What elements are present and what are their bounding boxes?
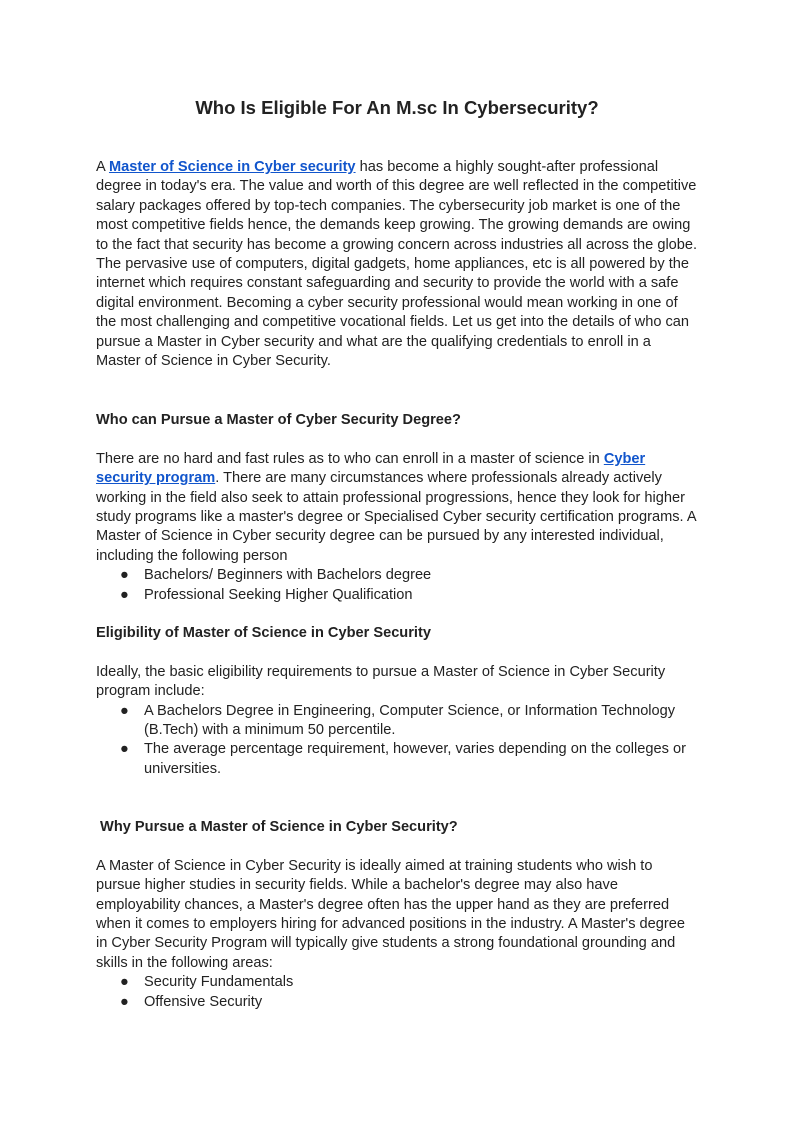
list-item <box>96 566 698 585</box>
bullet-list <box>96 973 698 1012</box>
bullet-icon: ● <box>120 567 129 584</box>
bullet-list <box>96 702 698 780</box>
section-heading: Why Pursue a Master of Science in Cyber Security? <box>96 819 458 835</box>
intro-text: has become a highly sought-after professional degree in today's era. The value and worth of this degree are well reflected in the competitive salary packages offered by top-tech companies. The cybersecurity job market is one of the most competitive fields hence, the demands keep growing. The growing demands are owing to the fact that security has become a growing concern across industries all across the globe. The pervasive use of computers, digital gadgets, home appliances, etc is all powered by the internet which requires constant safeguarding and security to provide the world with a safe digital environment. Becoming a cyber security professional would mean working in one of the most challenging and competitive vocational fields. Let us get into the details of who can pursue a Master in Cyber security and what are the qualifying credentials to enroll in a Master of Science in Cyber Security. <box>96 159 698 370</box>
bullet-icon: ● <box>120 586 129 603</box>
section-paragraph <box>96 450 698 566</box>
section-heading: Eligibility of Master of Science in Cyber Security <box>96 625 431 641</box>
list-item <box>96 993 698 1012</box>
list-item-text: A Bachelors Degree in Engineering, Computer Science, or Information Technology (B.Tech) with a minimum 50 percentile. <box>144 702 676 739</box>
section-heading: Who can Pursue a Master of Cyber Security Degree? <box>96 412 461 428</box>
section-text-prefix: There are no hard and fast rules as to who can enroll in a master of science in <box>96 450 604 467</box>
list-item-text: Professional Seeking Higher Qualification <box>144 586 413 603</box>
list-item <box>96 740 698 779</box>
cyber-security-program-link[interactable]: Cyber security program <box>96 450 646 487</box>
list-item-text: Bachelors/ Beginners with Bachelors degree <box>144 567 432 584</box>
page-title: Who Is Eligible For An M.sc In Cybersecurity? <box>195 97 599 118</box>
bullet-icon: ● <box>120 993 129 1010</box>
section-paragraph: Ideally, the basic eligibility requirements to pursue a Master of Science in Cyber Security program include: <box>96 663 666 700</box>
list-item-text: Security Fundamentals <box>144 974 294 991</box>
list-item <box>96 586 698 605</box>
bullet-icon: ● <box>120 702 129 719</box>
section-paragraph: A Master of Science in Cyber Security is ideally aimed at training students who wish to pursue higher studies in security fields. While a bachelor's degree may also have employability chances, a Master's degree often has the upper hand as they are preferred when it comes to employers hiring for advanced positions in the industry. A Master's degree in Cyber Security Program will typically give students a strong foundational grounding and skills in the following areas: <box>96 857 686 971</box>
intro-paragraph <box>96 158 698 371</box>
intro-prefix: A <box>96 159 109 175</box>
intro-paragraph-block <box>96 158 698 371</box>
section-eligibility <box>96 624 698 779</box>
list-item-text: The average percentage requirement, however, varies depending on the colleges or universities. <box>144 741 686 777</box>
section-who-can-pursue <box>96 411 698 605</box>
master-of-science-link[interactable]: Master of Science in Cyber security <box>108 159 356 175</box>
section-why-pursue <box>96 818 698 1012</box>
bullet-list <box>96 566 698 605</box>
bullet-icon: ● <box>120 974 129 991</box>
list-item-text: Offensive Security <box>144 993 263 1010</box>
list-item <box>96 973 698 992</box>
section-text: . There are many circumstances where professionals already actively working in the field also seek to attain professional progressions, hence they look for higher study programs like a master's degree or Specialised Cyber security certification programs. A Master of Science in Cyber security degree can be pursued by any interested individual, including the following person <box>96 470 696 564</box>
list-item <box>96 702 698 741</box>
bullet-icon: ● <box>120 741 129 758</box>
